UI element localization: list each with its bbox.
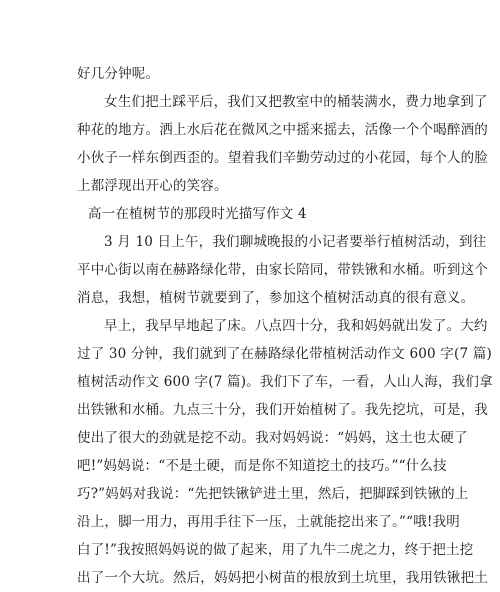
text-line-12: 植树活动作文 600 字(7 篇)。我们下了车，一看，人山人海，我们拿 [77,374,493,390]
text-line-5: 上都浮现出开心的笑容。 [77,178,228,194]
text-line-1: 好几分钟呢。 [77,66,160,82]
text-line-16: 巧?”妈妈对我说：“先把铁锹铲进土里，然后，把脚踩到铁锹的上 [77,486,469,502]
text-line-19: 出了一个大坑。然后，妈妈把小树苗的根放到土坑里，我用铁锹把土 [77,570,488,586]
text-line-18: 白了!”我按照妈妈说的做了起来，用了九牛二虎之力，终于把土挖 [77,542,474,558]
text-line-11: 过了 30 分钟，我们就到了在赫路绿化带植树活动作文 600 字(7 篇) [77,346,492,362]
text-line-7: 3 月 10 日上午，我们聊城晚报的小记者要举行植树活动，到往 [104,234,487,250]
text-line-17: 沿上，脚一用力，再用手往下一压，土就能挖出来了。”“哦!我明 [77,514,460,530]
text-line-13: 出铁锹和水桶。九点三十分，我们开始植树了。我先挖坑，可是，我 [77,402,488,418]
text-line-2: 女生们把土踩平后，我们又把教室中的桶装满水，费力地拿到了 [104,94,488,110]
document-body [77,60,493,592]
text-line-4: 小伙子一样东倒西歪的。望着我们辛勤劳动过的小花园，每个人的脸 [77,150,488,166]
text-line-10: 早上，我早早地起了床。八点四十分，我和妈妈就出发了。大约 [104,318,488,334]
text-line-8: 平中心街以南在赫路绿化带，由家长陪同，带铁锹和水桶。听到这个 [77,262,488,278]
section-heading: 高一在植树节的那段时光描写作文 4 [88,206,307,222]
text-line-14: 使出了很大的劲就是挖不动。我对妈妈说：“妈妈，这土也太硬了 [77,430,468,446]
text-line-9: 消息，我想，植树节就要到了，参加这个植树活动真的很有意义。 [77,290,475,306]
text-line-15: 吧!”妈妈说：“不是土硬，而是你不知道挖土的技巧。”“什么技 [77,458,447,474]
text-line-3: 种花的地方。洒上水后花在微风之中摇来摇去，活像一个个喝醉酒的 [77,122,488,138]
